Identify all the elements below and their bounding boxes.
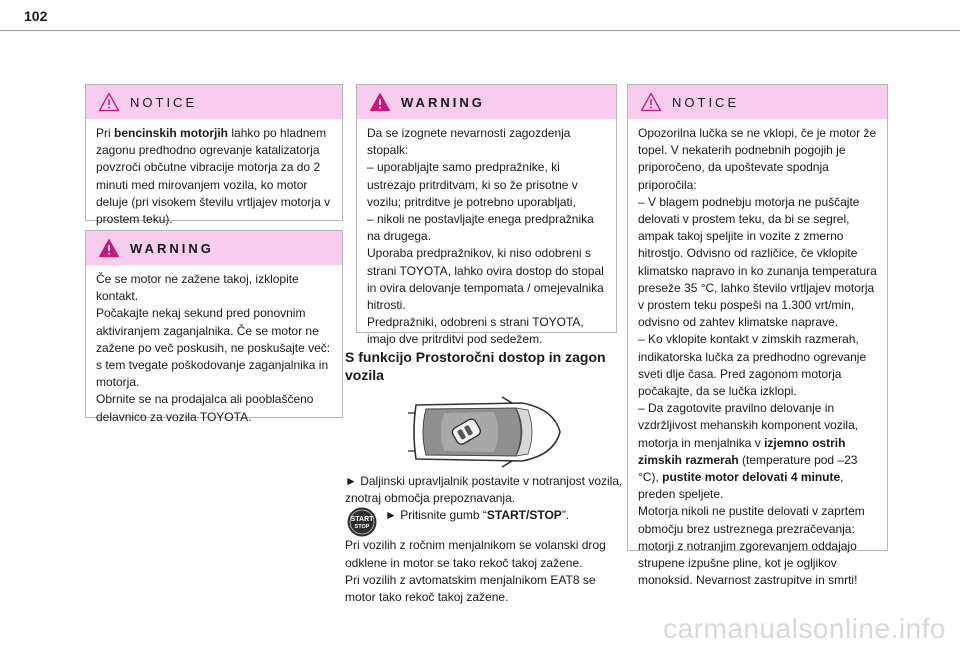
instructions: [345, 473, 625, 606]
warning-title: WARNING: [130, 241, 214, 256]
notice-body: [86, 119, 342, 236]
watermark: carmanualsonline.info: [663, 613, 946, 644]
notice-header: [86, 85, 342, 119]
top-rule: [0, 30, 960, 31]
start-stop-button-icon: [345, 507, 379, 537]
warning-body: [86, 265, 342, 434]
notice-body: [628, 119, 887, 597]
warning-line: – uporabljajte samo predpražnike, ki ustrezajo pritrditvam, ki so že prisotne v vozilu; pritrditve je potrebno uporabljati,: [367, 160, 578, 209]
warning-title: WARNING: [401, 95, 485, 110]
warning-line: Da se izognete nevarnosti zagozdenja stopalk:: [367, 126, 571, 158]
notice-text: Pri bencinskih motorjih lahko po hladnem zagonu predhodno ogrevanje katalizatorja povzroči občutne vibracije motorja za do 2 minuti med mirovanjem vozila, ko motor deluje (pri visokem številu vrtljajev motorja v prostem teku).: [96, 126, 331, 227]
notice-line: – Da zagotovite pravilno delovanje in vzdržljivost mehanskih komponent vozila, motorja in menjalnika v izjemno ostrih zimskih razmerah (temperature pod –23 °C), pustite motor delovati 4 minute, preden speljete.: [638, 401, 859, 502]
warning-triangle-icon: [369, 92, 391, 112]
section-title: S funkcijo Prostoročni dostop in zagon vozila: [345, 349, 606, 383]
warning-line: – nikoli ne postavljajte enega predpražnika na drugega.: [367, 212, 594, 244]
step-1: ► Daljinski upravljalnik postavite v notranjost vozila, znotraj območja prepoznavanja.: [345, 474, 623, 506]
warning-line: Počakajte nekaj sekund pred ponovnim aktiviranjem zaganjalnika. Če se motor ne zažene po več poskusih, ne poskušajte več: s tem tvegate poškodovanje zaganjalnika in motorja.: [96, 306, 331, 390]
notice-box-right: [627, 84, 888, 588]
notice-header: [628, 85, 887, 119]
step-2-row: [345, 507, 625, 537]
manual-gearbox-note: Pri vozilih z ročnim menjalnikom se volanski drog odklene in motor se tako rekoč takoj zažene.: [345, 538, 606, 570]
notice-title: NOTICE: [672, 95, 740, 110]
notice-line: – Ko vklopite kontakt v zimskih razmerah, indikatorska lučka za predhodno ogrevanje sveti dlje časa. Pred zagonom motorja počakajte, da se lučka izklopi.: [638, 332, 867, 399]
warning-line: Predpražniki, odobreni s strani TOYOTA, imajo dve pritrditvi pod sedežem.: [367, 315, 584, 347]
warning-triangle-outline-icon: [640, 92, 662, 112]
car-with-key-illustration: [404, 395, 564, 469]
notice-line: Opozorilna lučka se ne vklopi, če je motor že topel. V nekaterih podnebnih pogojih je priporočeno, da upoštevate spodnja priporočila:: [638, 126, 877, 192]
step-2: ► Pritisnite gumb “START/STOP”.: [385, 508, 570, 523]
notice-line: Motorja nikoli ne pustite delovati v zaprtem območju brez ustreznega prezračevanja: motorji z notranjim zgorevanjem oddajajo strupene izpušne pline, kot je ogljikov monoksid. Nevarnost zastrupitve in smrti!: [638, 504, 865, 588]
warning-triangle-icon: [98, 238, 120, 258]
warning-body: [357, 119, 616, 357]
warning-header: [86, 231, 342, 265]
warning-line: Če se motor ne zažene takoj, izklopite kontakt.: [96, 272, 299, 304]
warning-box-middle: [356, 84, 617, 347]
warning-line: Uporaba predpražnikov, ki niso odobreni s strani TOYOTA, lahko ovira dostop do stopal in ovira delovanje tempomata / omejevalnika hitrosti.: [367, 246, 604, 313]
start-label: START: [350, 516, 374, 524]
page-number: 102: [24, 8, 48, 24]
automatic-gearbox-note: Pri vozilih z avtomatskim menjalnikom EAT8 se motor tako rekoč takoj zažene.: [345, 572, 596, 605]
warning-box-left: [85, 230, 343, 424]
notice-box-left: [85, 84, 343, 227]
notice-line: – V blagem podnebju motorja ne puščajte delovati v prostem teku, da bi se segrel, ampak takoj speljite in vozite z zmerno hitrostjo. Odvisno od različice, če vklopite klimatsko napravo in ko zunanja temperatura preseže 35 °C, lahko število vrtljajev motorja v prostem teku pospeši na 1.300 vrt/min, odvisno od zahtev klimatske naprave.: [638, 194, 877, 330]
stop-label: STOP: [354, 524, 370, 531]
warning-line: Obrnite se na prodajalca ali pooblaščeno delavnico za vozila TOYOTA.: [96, 392, 314, 424]
warning-header: [357, 85, 616, 119]
warning-triangle-outline-icon: [98, 92, 120, 112]
notice-title: NOTICE: [130, 95, 198, 110]
